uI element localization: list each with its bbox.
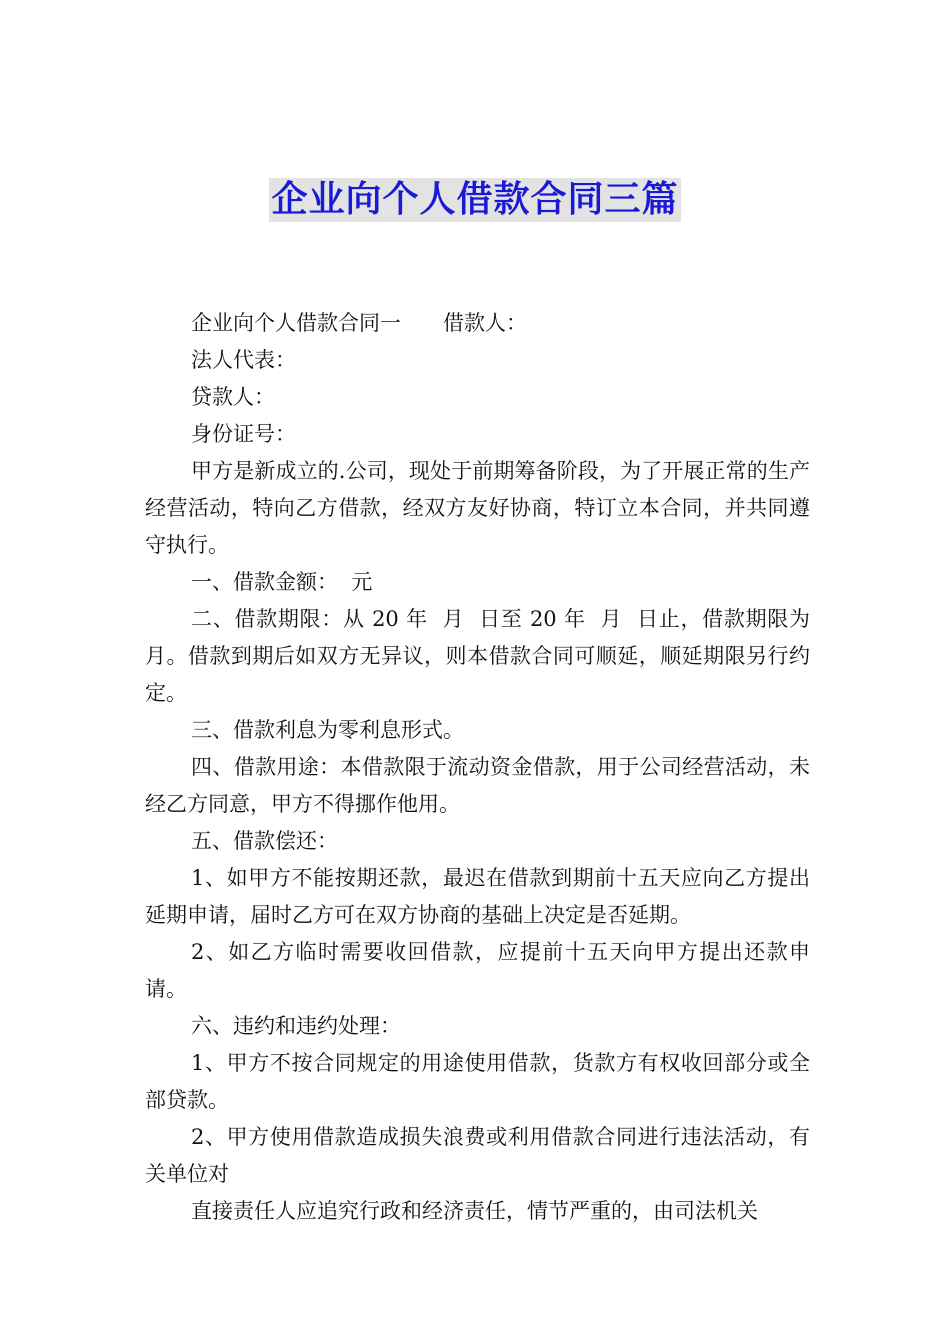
paragraph: 法人代表： <box>191 348 296 372</box>
paragraph: 四、借款用途：本借款限于流动资金借款，用于公司经营活动，未经乙方同意，甲方不得挪作他用。 <box>145 755 810 816</box>
paragraph: 1、如甲方不能按期还款，最迟在借款到期前十五天应向乙方提出延期申请，届时乙方可在双方协商的基础上决定是否延期。 <box>145 866 810 927</box>
paragraph: 直接责任人应追究行政和经济责任，情节严重的，由司法机关 <box>191 1199 758 1223</box>
paragraph: 贷款人： <box>191 385 275 409</box>
paragraph: 2、甲方使用借款造成损失浪费或利用借款合同进行违法活动，有关单位对 <box>145 1125 810 1186</box>
paragraph: 二、借款期限：从 20 年 月 日至 20 年 月 日止，借款期限为 月。借款到期后如双方无异议，则本借款合同可顺延，顺延期限另行约定。 <box>145 607 824 705</box>
document-body <box>145 305 824 1230</box>
paragraph: 身份证号： <box>191 422 296 446</box>
paragraph: 六、违约和违约处理： <box>191 1014 401 1038</box>
paragraph: 企业向个人借款合同一 借款人： <box>191 311 527 335</box>
paragraph: 2、如乙方临时需要收回借款，应提前十五天向甲方提出还款申请。 <box>145 940 810 1001</box>
paragraph: 甲方是新成立的.公司，现处于前期筹备阶段，为了开展正常的生产经营活动，特向乙方借款，经双方友好协商，特订立本合同，并共同遵守执行。 <box>145 459 810 557</box>
title-wrapper <box>0 178 950 222</box>
document-title: 企业向个人借款合同三篇 <box>271 179 679 220</box>
paragraph: 五、借款偿还： <box>191 829 338 853</box>
paragraph: 一、借款金额： 元 <box>191 570 373 594</box>
paragraph: 1、甲方不按合同规定的用途使用借款，货款方有权收回部分或全部贷款。 <box>145 1051 810 1112</box>
paragraph: 三、借款利息为零利息形式。 <box>191 718 464 742</box>
